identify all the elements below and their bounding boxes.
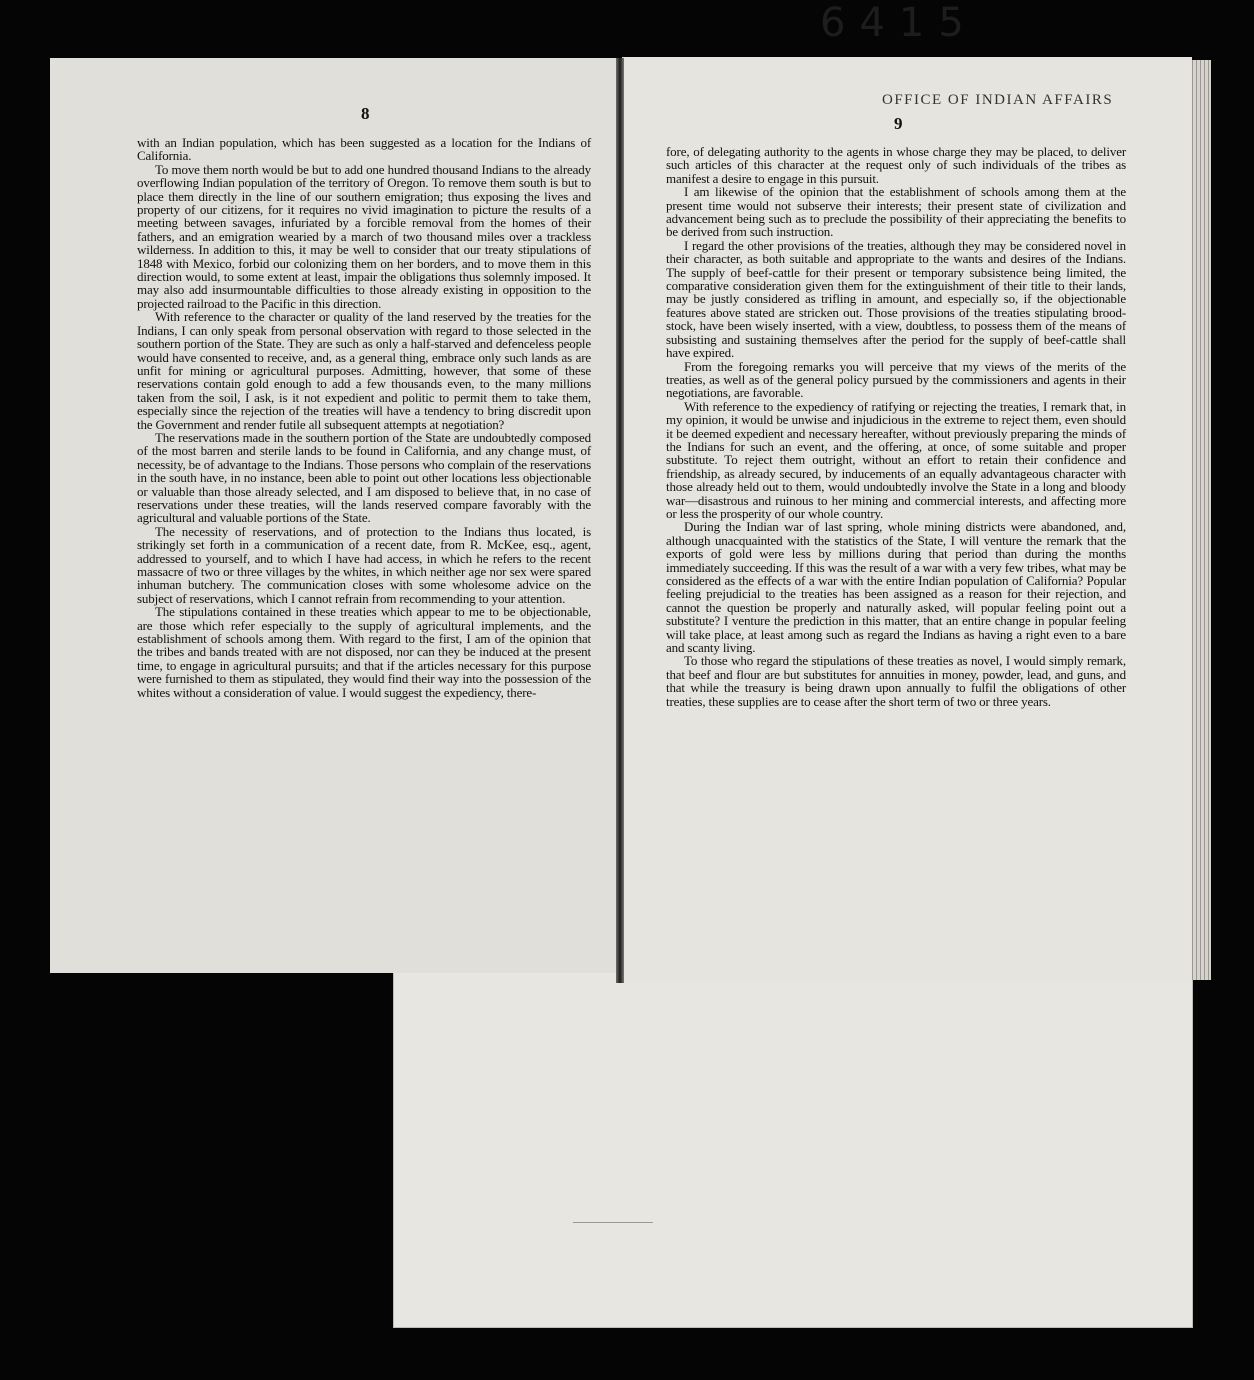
paragraph: The necessity of reservations, and of protection to the Indians thus located, is strikingly set forth in a communication of a recent date, from R. McKee, esq., agent, addressed to yourself, and to which I have had access, in which he refers to the recent massacre of two or three villages by the whites, in which neither age nor sex were spared inhuman butchery. The communication closes with some wholesome advice on the subject of reservations, which I cannot refrain from recommending to your attention. [137, 523, 591, 606]
paragraph: The stipulations contained in these treaties which appear to me to be objectionable, are those which refer especially to the supply of agricultural implements, and the establishment of schools among them. With regard to the first, I am of the opinion that the tribes and bands treated with are not disposed, nor can they be induced at the present time, to engage in agricultural pursuits; and that if the articles necessary for this purpose were furnished to them as stipulated, they would find their way into the possession of the whites without a consideration of value. I would suggest the expediency, there- [137, 604, 591, 700]
paragraph: From the foregoing remarks you will perceive that my views of the merits of the treaties, as well as of the general policy pursued by the commissioners and agents in their negotiations, are favorable. [666, 358, 1126, 401]
paragraph: With reference to the character or quality of the land reserved by the treaties for the Indians, I can only speak from personal observation with regard to those selected in the southern portion of the State. They are such as only a half-starved and defenceless people would have consented to receive, and, as a general thing, embrace only such lands as are unfit for mining or agricultural purposes. Admitting, however, that some of these reservations contain gold enough to add a few thousands even, to the many millions taken from the soil, I ask, is it not expedient and politic to permit them to take them, especially since the rejection of the treaties will have a tendency to bring discredit upon the Government and render futile all subsequent attempts at negotiation? [137, 309, 591, 432]
paragraph: During the Indian war of last spring, whole mining districts were abandoned, and, although unacquainted with the statistics of the State, I will venture the remark that the exports of gold were less by millions during that period than during the months immediately succeeding. If this was the result of a war with a very few tribes, what may be considered as the effects of a war with the entire Indian population of California? Popular feeling prejudicial to the treaties has been assigned as a reason for their rejection, and cannot the question be properly and naturally asked, will popular feeling point out a substitute? I venture the prediction in this matter, that an entire change in popular feeling will take place, at least among such as regard the Indians as having a right even to a bare and scanty living. [666, 519, 1126, 656]
paragraph: To move them north would be but to add one hundred thousand Indians to the already overflowing Indian population of the territory of Oregon. To remove them south is but to place them directly in the line of our southern emigration; thus exposing the lives and property of our citizens, for it requires no vivid imagination to picture the results of a meeting between savages, infuriated by a forcible removal from the homes of their fathers, and an emigration wearied by a march of two thousand miles over a trackless wilderness. In addition to this, it may be well to consider that our treaty stipulations of 1848 with Mexico, forbid our colonizing them on her borders, and to move them in this direction would, to some extent at least, impair the obligations thus solemnly imposed. It may also add insurmountable difficulties to those already existing in opposition to the projected railroad to the Pacific in this direction. [137, 161, 591, 311]
right-text-column [666, 145, 1126, 708]
book-spine [616, 58, 624, 983]
paragraph: fore, of delegating authority to the agents in whose charge they may be placed, to deliver such articles of this character at the request only of such individuals of the tribes as manifest a desire to engage in this pursuit. [666, 144, 1126, 186]
paragraph: With reference to the expediency of ratifying or rejecting the treaties, I remark that, in my opinion, it would be unwise and injudicious in the extreme to reject them, even should it be deemed expedient and necessary hereafter, without previously preparing the minds of the Indians for such an event, and the offering, at once, of some suitable and proper substitute. To reject them outright, without an effort to retain their confidence and friendship, as already secured, by inducements of an equally advantageous character with those already held out to them, would undoubtedly involve the State in a long and bloody war—disastrous and ruinous to her mining and commercial interests, and affecting more or less the prosperity of our whole country. [666, 398, 1126, 521]
top-stamp-number: 6415 [820, 0, 978, 46]
page-number-left: 8 [361, 104, 370, 123]
page-number-right: 9 [894, 114, 903, 133]
underlying-blank-sheet [393, 960, 1193, 1328]
paragraph: with an Indian population, which has been suggested as a location for the Indians of California. [137, 135, 591, 164]
paragraph: I regard the other provisions of the treaties, although they may be considered novel in their character, as both suitable and appropriate to the wants and desires of the Indians. The supply of beef-cattle for their present or temporary subsistence being limited, the comparative consideration given them for the extinguishment of their title to their lands, may be justly considered as trifling in amount, and especially so, if the objectionable features above stated are stricken out. Those provisions of the treaties stipulating brood-stock, have been wisely inserted, with a view, doubtless, to possess them of the means of subsisting and sustaining themselves after the period for the supply of beef-cattle shall have expired. [666, 237, 1126, 361]
paragraph: To those who regard the stipulations of these treaties as novel, I would simply remark, that beef and flour are but substitutes for annuities in money, powder, lead, and guns, and that while the treasury is being drawn upon annually to fulfil the obligations of other treaties, these supplies are to cease after the short term of two or three years. [666, 653, 1126, 709]
paragraph: I am likewise of the opinion that the establishment of schools among them at the present time would not subserve their interests; their present state of civilization and advancement being such as to preclude the possibility of their appreciating the benefits to be derived from such instruction. [666, 184, 1126, 240]
left-text-column [137, 136, 591, 699]
office-header-stamp: OFFICE OF INDIAN AFFAIRS [882, 92, 1114, 108]
pencil-mark [573, 1222, 653, 1223]
paragraph: The reservations made in the southern portion of the State are undoubtedly composed of the most barren and sterile lands to be found in California, and any change must, of necessity, be of advantage to the Indians. Those persons who complain of the reservations in the south have, in no instance, been able to point out other locations less objectionable or valuable than those already selected, and I am disposed to believe that, in no case of reservations under these treaties, will the lands reserved compare favorably with the agricultural and valuable portions of the State. [137, 429, 591, 526]
